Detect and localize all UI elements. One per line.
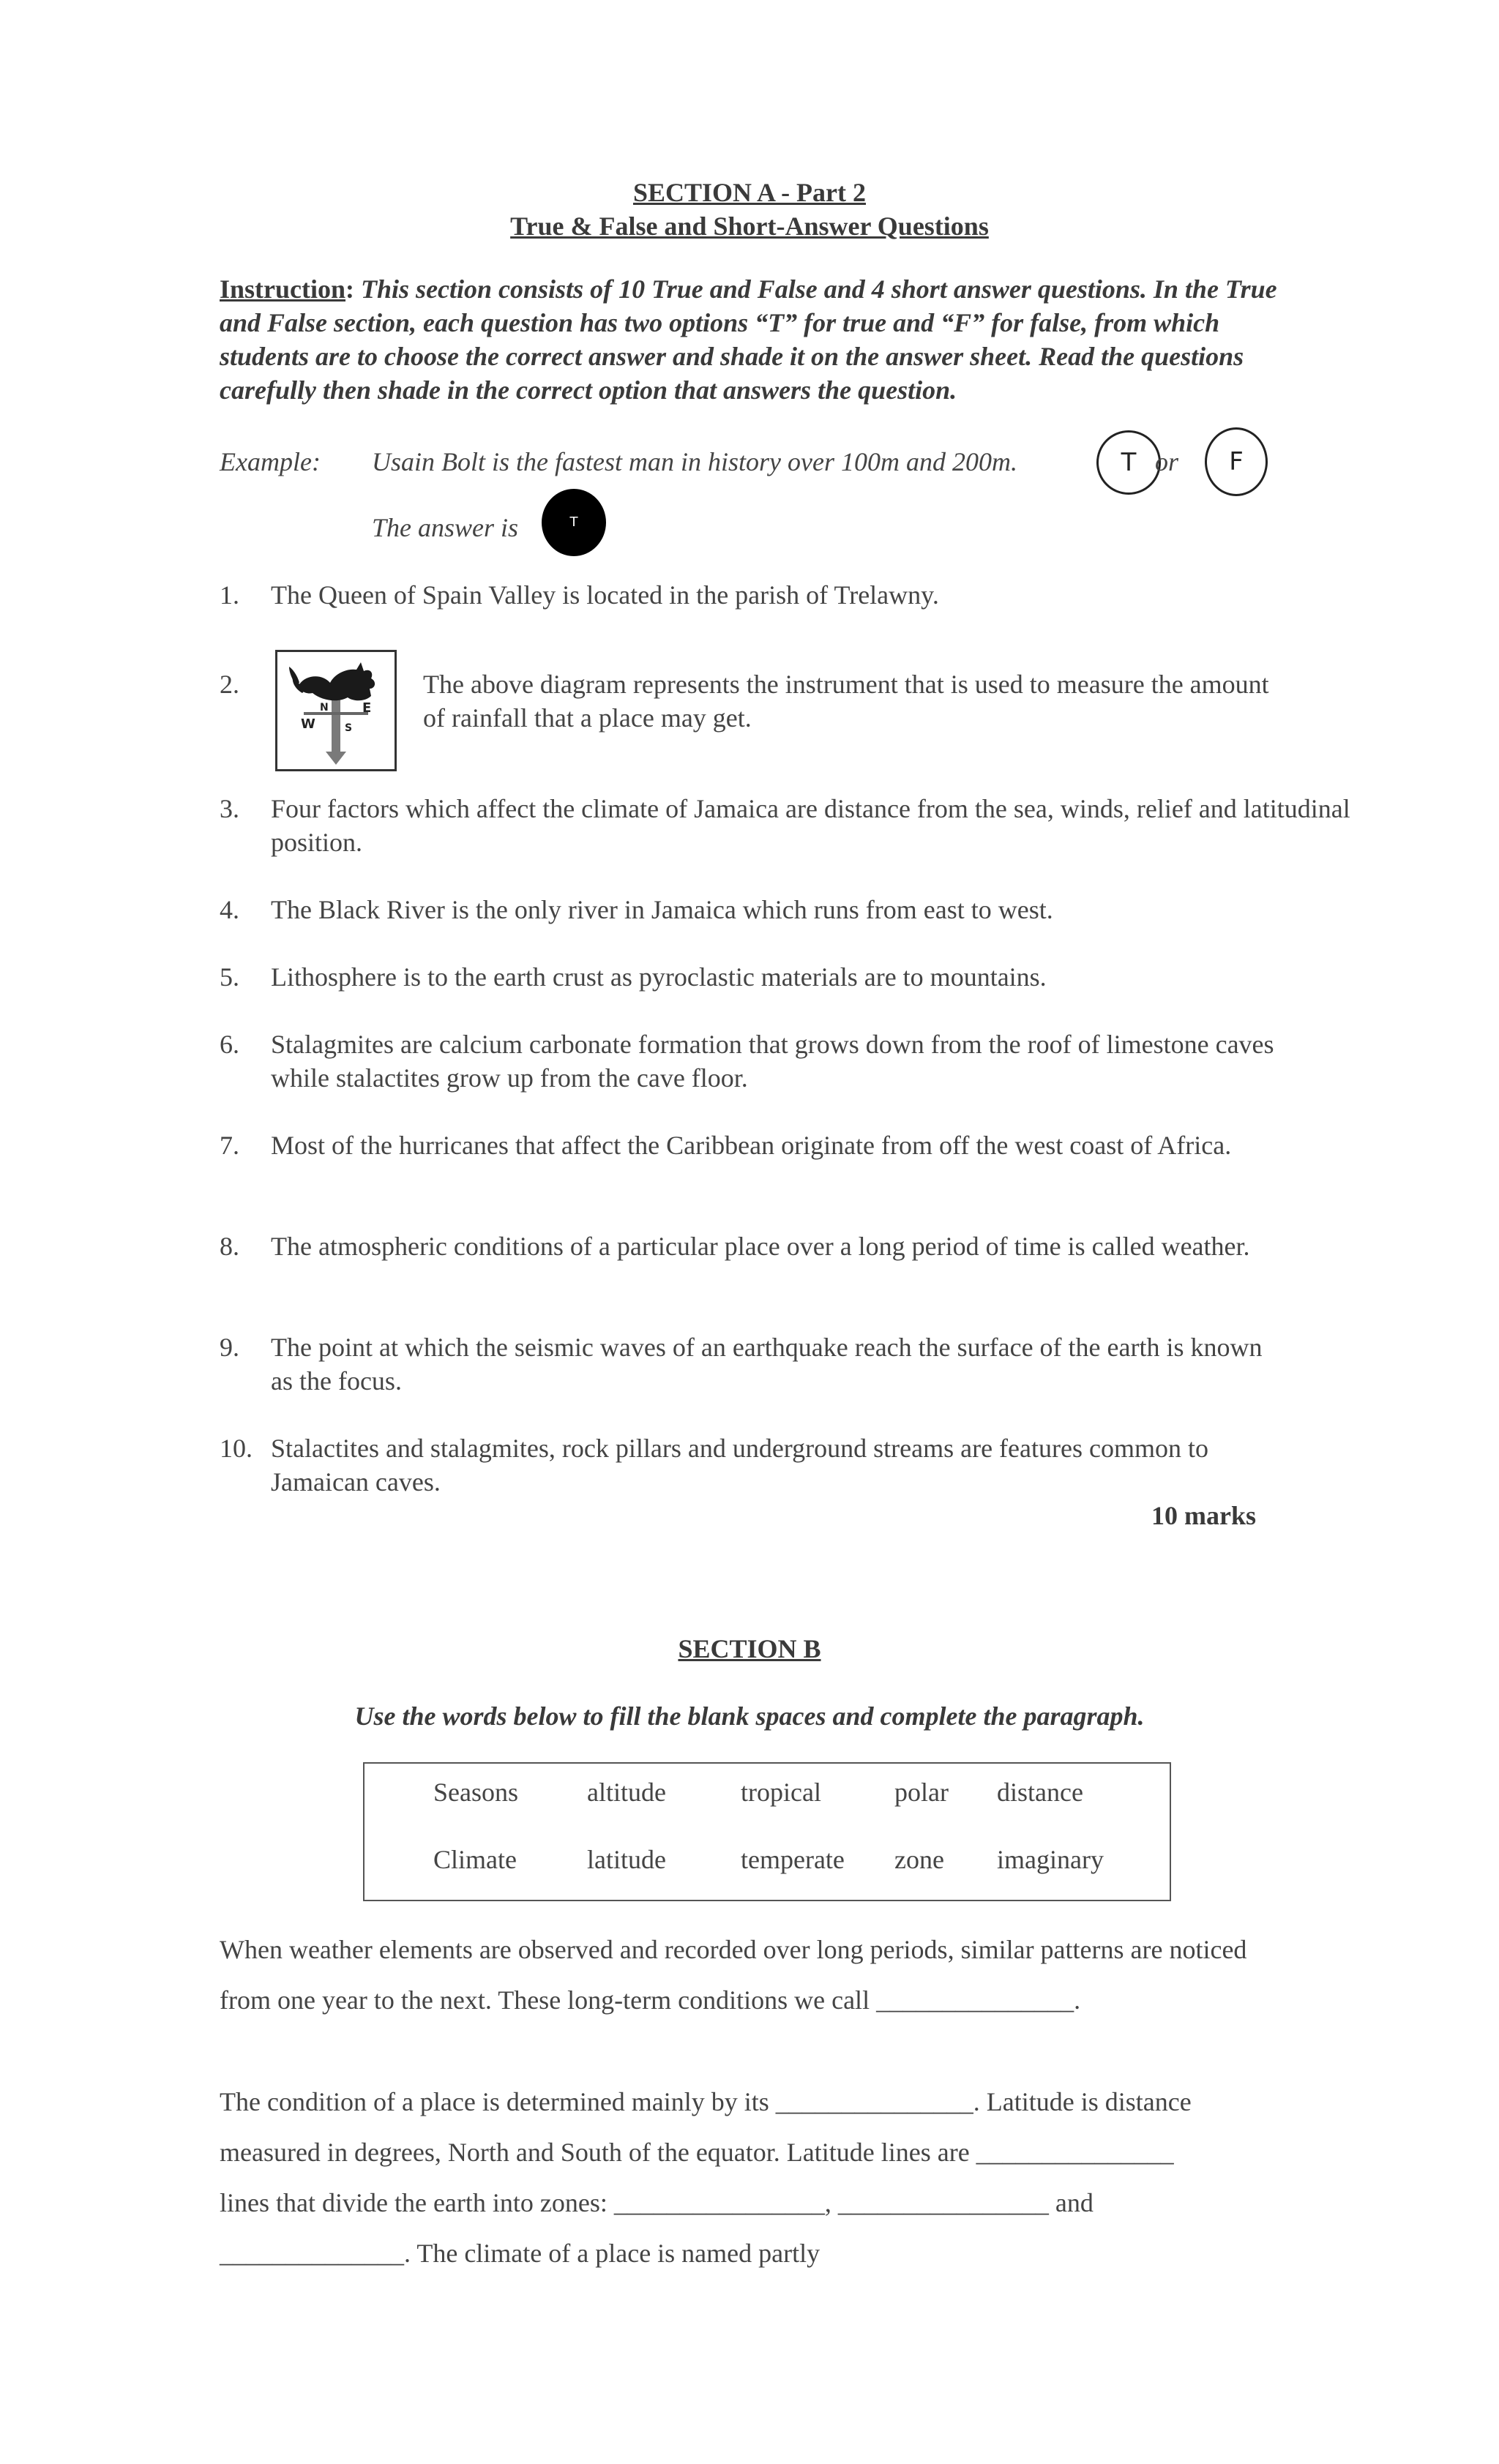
option-f-circle[interactable] (1205, 427, 1268, 496)
section-a-subheading: True & False and Short-Answer Questions (510, 211, 989, 241)
question-number: 1. (220, 580, 239, 610)
question-text: The atmospheric conditions of a particular place over a long period of time is called weather. (271, 1232, 1250, 1261)
question-text: The Queen of Spain Valley is located in the parish of Trelawny. (271, 580, 939, 610)
word-bank-item: tropical (741, 1778, 821, 1807)
weather-vane-icon (277, 652, 395, 769)
svg-text:E: E (362, 700, 372, 716)
word-bank-item: latitude (587, 1845, 666, 1874)
word-bank-item: temperate (741, 1845, 845, 1874)
word-bank-item: polar (894, 1778, 949, 1807)
question-text: The point at which the seismic waves of an earthquake reach the surface of the earth is known as the focus. (271, 1333, 1263, 1396)
marks-total: 10 marks (1151, 1501, 1256, 1530)
word-bank-item: imaginary (997, 1845, 1104, 1874)
question-text: Lithosphere is to the earth crust as pyroclastic materials are to mountains. (271, 962, 1047, 992)
instruction-block (220, 272, 1288, 407)
question-text: Most of the hurricanes that affect the Caribbean originate from off the west coast of Africa. (271, 1131, 1232, 1160)
svg-text:W: W (301, 716, 315, 732)
word-bank-item: distance (997, 1778, 1083, 1807)
word-bank-item: Climate (433, 1845, 517, 1874)
question-text: Stalactites and stalagmites, rock pillars and underground streams are features common to Jamaican caves. (271, 1434, 1208, 1497)
word-bank-item: altitude (587, 1778, 666, 1807)
instruction-text: This section consists of 10 True and False and 4 short answer questions. In the True and False section, each question has two options “T” for true and “F” for false, from which students are to choose the correct answer and shade it on the answer sheet. Read the questions carefully then shade in the correct option that answers the question. (220, 274, 1277, 405)
question-number: 2. (220, 670, 239, 699)
option-f-letter: F (1229, 447, 1244, 476)
answer-label: The answer is (372, 513, 519, 542)
question-number: 8. (220, 1232, 239, 1261)
example-sentence: Usain Bolt is the fastest man in history over 100m and 200m. (372, 447, 1017, 476)
option-t-circle[interactable] (1096, 430, 1161, 495)
question-text: Four factors which affect the climate of Jamaica are distance from the sea, winds, relief and latitudinal position. (271, 794, 1350, 857)
question-number: 10. (220, 1434, 253, 1463)
instruction-label: Instruction (220, 274, 346, 304)
or-text: or (1155, 447, 1179, 476)
question-text: Stalagmites are calcium carbonate formation that grows down from the roof of limestone caves while stalactites grow up from the cave floor. (271, 1030, 1274, 1093)
answer-shaded-circle (542, 489, 606, 556)
question-text: The Black River is the only river in Jamaica which runs from east to west. (271, 895, 1053, 924)
question-text: The above diagram represents the instrument that is used to measure the amount of rainfall that a place may get. (423, 670, 1269, 733)
word-bank-item: zone (894, 1845, 944, 1874)
question-number: 5. (220, 962, 239, 992)
answer-value: T (569, 514, 578, 530)
section-b-heading: SECTION B (678, 1634, 821, 1663)
word-bank-item: Seasons (433, 1778, 518, 1807)
svg-text:S: S (345, 722, 353, 734)
fill-in-paragraph-2: The condition of a place is determined mainly by its _______________. Latitude is distance measured in degrees, North and South of the equator. Latitude lines are _______________ lines that divide the earth into zones: ________________, ________________ and ______________. The climate of a place is named partly (220, 2087, 1192, 2268)
option-t-letter: T (1121, 448, 1137, 477)
question-number: 4. (220, 895, 239, 924)
svg-text:N: N (320, 702, 329, 714)
question-number: 7. (220, 1131, 239, 1160)
fill-in-paragraph-1: When weather elements are observed and recorded over long periods, similar patterns are noticed from one year to the next. These long-term conditions we call _______________. (220, 1935, 1247, 2015)
question-number: 3. (220, 794, 239, 823)
question-number: 9. (220, 1333, 239, 1362)
question-number: 6. (220, 1030, 239, 1059)
section-a-heading: SECTION A - Part 2 (632, 178, 867, 207)
weather-vane-picture (275, 650, 397, 771)
section-b-instruction: Use the words below to fill the blank spaces and complete the paragraph. (354, 1701, 1145, 1731)
instruction-colon: : (345, 274, 355, 304)
example-label: Example: (220, 447, 321, 476)
word-bank (363, 1762, 1171, 1901)
